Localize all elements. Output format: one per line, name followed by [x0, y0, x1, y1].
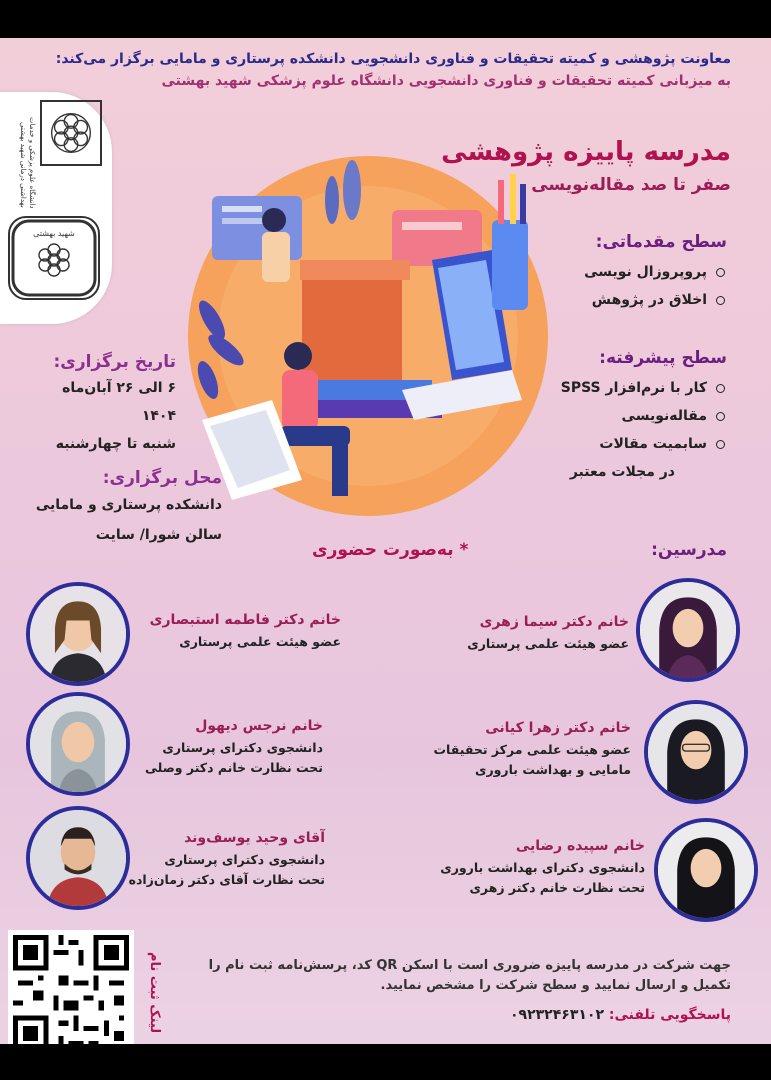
teacher-name: خانم نرجس دیهول [195, 718, 323, 734]
faculty-logo [8, 216, 100, 300]
teachers-label: مدرسین: [651, 540, 727, 560]
teacher-name: خانم سپیده رضایی [515, 838, 645, 854]
place-label: محل برگزاری: [102, 468, 222, 488]
avatar [636, 578, 740, 682]
page-subtitle: صفر تا صد مقاله‌نویسی [531, 175, 731, 195]
teacher-desc: عضو هیئت علمی پرستاری [467, 636, 629, 651]
teacher-name: آقای وحید یوسف‌وند [184, 830, 325, 846]
teacher-desc: تحت نظارت خانم دکتر زهری [469, 880, 645, 895]
list-item: اخلاق در پژوهش [527, 286, 727, 314]
page-title: مدرسه پاییزه پژوهشی [441, 137, 731, 167]
list-item: مقاله‌نویسی [487, 402, 727, 430]
teacher-name: خانم دکتر زهرا کیانی [485, 720, 631, 736]
teacher-name: خانم دکتر سیما زهری [479, 614, 629, 630]
top-bar [0, 0, 771, 38]
faculty-logo-text: شهید بهشتی [33, 229, 75, 238]
level-beginner [527, 232, 727, 314]
list-item: در مجلات معتبر [569, 464, 675, 480]
place-value: دانشکده پرستاری و مامایی [35, 497, 222, 513]
person-female-icon [648, 704, 744, 800]
teacher-desc: دانشجوی دکترای پرستاری [164, 852, 325, 867]
attendance-mode: * به‌صورت حضوری [312, 540, 469, 560]
teacher-desc: عضو هیئت علمی مرکز تحقیقات [433, 742, 631, 757]
list-item: کار با نرم‌افزار SPSS [487, 374, 727, 402]
level-beginner-list [527, 258, 727, 314]
registration-qr-code[interactable] [8, 930, 134, 1056]
registration-note: جهت شرکت در مدرسه پاییزه ضروری است با اسکن QR کد، پرسش‌نامه ثبت نام را تکمیل و ارسال نمایید و سطح شرکت را مشخص نمایید. [208, 958, 731, 993]
date-label: تاریخ برگزاری: [53, 352, 176, 372]
teacher-desc: تحت نظارت آقای دکتر زمان‌زاده [128, 872, 325, 887]
list-item: پروپروزال نویسی [527, 258, 727, 286]
level-advanced-list [487, 374, 727, 486]
person-female-icon [640, 582, 736, 678]
teacher-desc: دانشجوی دکترای بهداشت باروری [440, 860, 645, 875]
person-female-icon [658, 822, 754, 918]
hall-value: سالن شورا/ سایت [95, 527, 222, 543]
header [30, 48, 731, 92]
days-value: شنبه تا چهارشنبه [55, 436, 176, 452]
teacher-desc: عضو هیئت علمی پرستاری [179, 634, 341, 649]
footer [171, 956, 731, 1028]
teacher-desc: تحت نظارت خانم دکتر وصلی [144, 760, 323, 775]
qr-code-icon [8, 930, 134, 1056]
university-logo-text: دانشگاه علوم پزشکی و خدمات بهداشتی درمانی شهید بهشتی [19, 116, 36, 208]
phone-label: پاسخگویی تلفنی: [608, 1007, 731, 1023]
teacher-card [103, 714, 323, 778]
avatar [654, 818, 758, 922]
header-line-1: معاونت پژوهشی و کمیته تحقیقات و فناوری دانشجویی دانشکده پرستاری و مامایی برگزار می‌کند: [55, 51, 731, 67]
phone-number[interactable]: ۰۹۲۳۲۴۶۳۱۰۲ [510, 1007, 604, 1023]
teacher-card [409, 610, 629, 654]
level-advanced [487, 348, 727, 486]
rosette-icon [42, 102, 100, 164]
qr-label: لینک ثبت نام [147, 952, 162, 1034]
teacher-card [391, 716, 631, 780]
university-logo [40, 100, 102, 166]
bottom-bar [0, 1044, 771, 1080]
place-block [22, 466, 222, 550]
date-block [36, 350, 176, 458]
avatar [644, 700, 748, 804]
teacher-name: خانم دکتر فاطمه استبصاری [149, 612, 341, 628]
list-item: سابمیت مقالات [487, 430, 727, 458]
header-line-2: به میزبانی کمیته تحقیقات و فناوری دانشجویی دانشگاه علوم پزشکی شهید بهشتی [161, 73, 731, 89]
faculty-emblem-icon [10, 218, 98, 298]
date-value: ۶ الی ۲۶ آبان‌ماه ۱۴۰۴ [62, 380, 176, 424]
teacher-card [111, 608, 341, 652]
teacher-desc: دانشجوی دکترای پرستاری [162, 740, 323, 755]
teacher-card [95, 826, 325, 890]
phone-line [171, 1002, 731, 1028]
level-beginner-title: سطح مقدماتی: [595, 232, 727, 252]
teacher-desc: مامایی و بهداشت باروری [474, 762, 631, 777]
teacher-card [395, 834, 645, 898]
level-advanced-title: سطح پیشرفته: [599, 348, 727, 368]
